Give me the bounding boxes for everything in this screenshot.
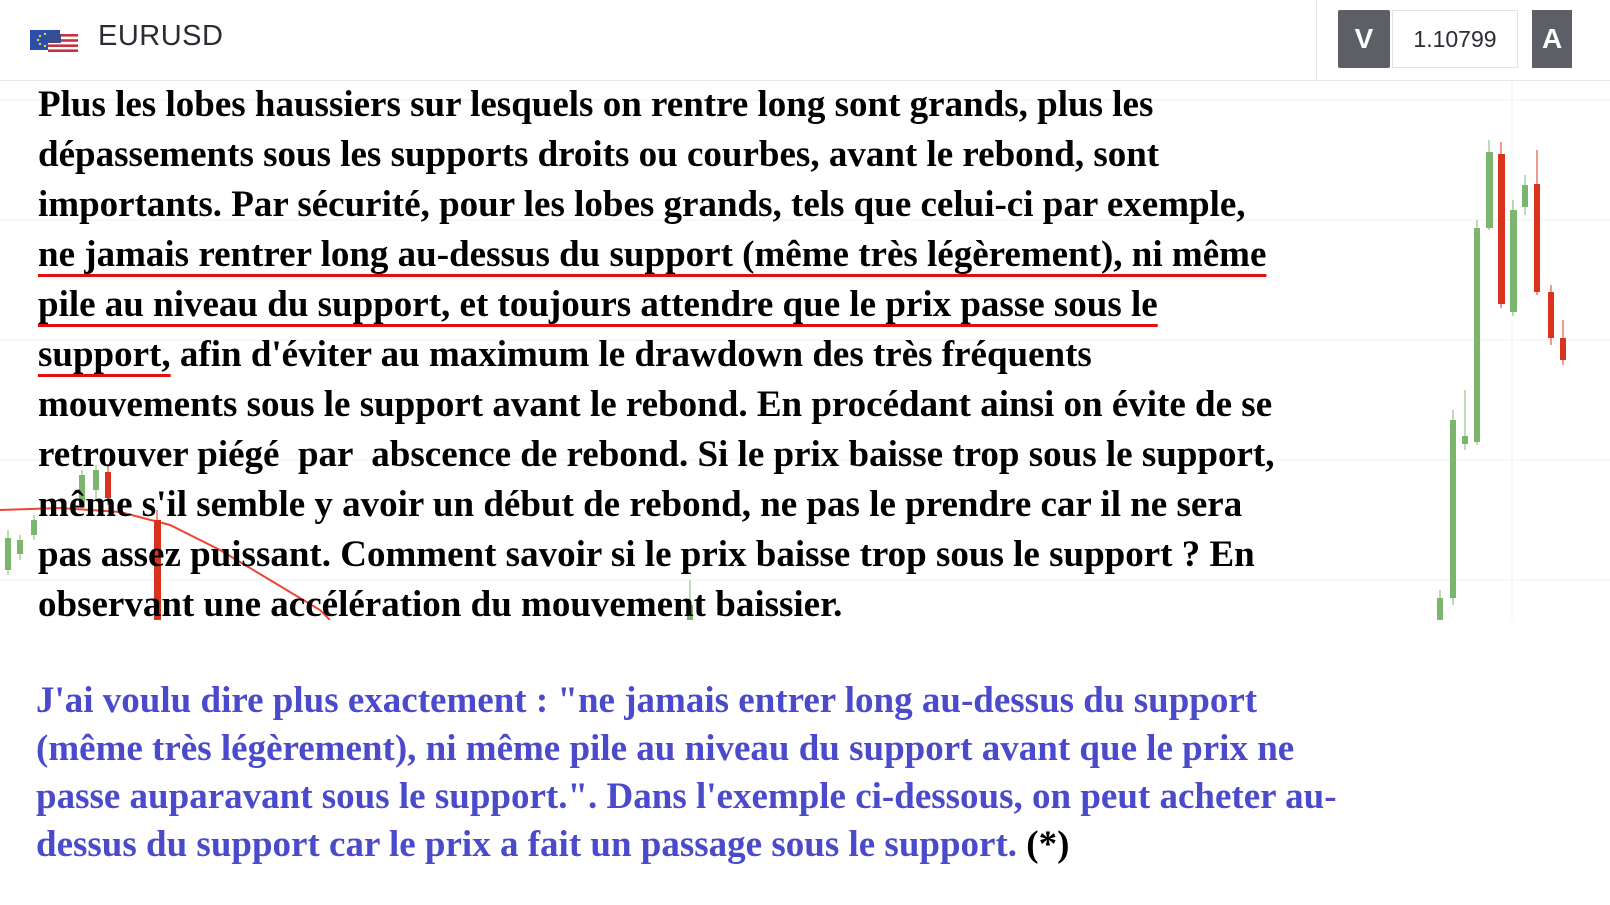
text-line: pas assez puissant. Comment savoir si le prix baisse trop sous le support ? En bbox=[38, 534, 1255, 575]
note-line: passe auparavant sous le support.". Dans l'exemple ci-dessous, on peut acheter au- bbox=[36, 776, 1337, 817]
clarification-note bbox=[36, 677, 1586, 869]
candle bbox=[1486, 152, 1493, 228]
toolbar-divider bbox=[1316, 0, 1317, 80]
sell-button[interactable]: V bbox=[1338, 10, 1390, 68]
underlined-phrase: ne jamais rentrer long au-dessus du support (même très légèrement), ni même bbox=[38, 234, 1267, 275]
note-line bbox=[36, 821, 1586, 869]
underlined-phrase: support, bbox=[38, 334, 171, 375]
text-segment: afin d'éviter au maximum le drawdown des très fréquents bbox=[170, 334, 1092, 375]
text-line bbox=[38, 330, 1478, 380]
candle bbox=[5, 538, 11, 570]
text-line: dépassements sous les supports droits ou courbes, avant le rebond, sont bbox=[38, 134, 1160, 175]
eu-us-flag-icon bbox=[30, 30, 78, 52]
price-input[interactable]: 1.10799 bbox=[1392, 10, 1518, 68]
annotation-text bbox=[38, 80, 1478, 630]
text-line: observant une accélération du mouvement baissier. bbox=[38, 584, 843, 625]
footnote-mark: (*) bbox=[1026, 824, 1070, 865]
text-line: retrouver piégé par abscence de rebond. Si le prix baisse trop sous le support, bbox=[38, 434, 1275, 475]
text-line-underlined bbox=[38, 230, 1478, 280]
candle bbox=[1560, 338, 1566, 360]
candle bbox=[1522, 185, 1528, 207]
underlined-phrase: pile au niveau du support, et toujours attendre que le prix passe sous le bbox=[38, 284, 1158, 325]
candle bbox=[1534, 184, 1540, 292]
instrument-symbol[interactable]: EURUSD bbox=[98, 20, 224, 52]
note-line: J'ai voulu dire plus exactement : "ne jamais entrer long au-dessus du support bbox=[36, 680, 1258, 721]
note-segment: dessus du support car le prix a fait un passage sous le support. bbox=[36, 824, 1027, 865]
candle bbox=[17, 540, 23, 554]
text-line: mouvements sous le support avant le rebond. En procédant ainsi on évite de se bbox=[38, 384, 1273, 425]
candle bbox=[1510, 210, 1517, 312]
text-line: Plus les lobes haussiers sur lesquels on rentre long sont grands, plus les bbox=[38, 84, 1154, 125]
text-line-underlined bbox=[38, 280, 1478, 330]
candle bbox=[1498, 154, 1505, 304]
instrument-toolbar bbox=[0, 0, 1610, 81]
candle bbox=[31, 520, 37, 535]
note-line: (même très légèrement), ni même pile au niveau du support avant que le prix ne bbox=[36, 728, 1295, 769]
buy-button[interactable]: A bbox=[1532, 10, 1572, 68]
candle bbox=[1548, 292, 1554, 338]
text-line: importants. Par sécurité, pour les lobes grands, tels que celui-ci par exemple, bbox=[38, 184, 1246, 225]
text-line: même s'il semble y avoir un début de rebond, ne pas le prendre car il ne sera bbox=[38, 484, 1243, 525]
